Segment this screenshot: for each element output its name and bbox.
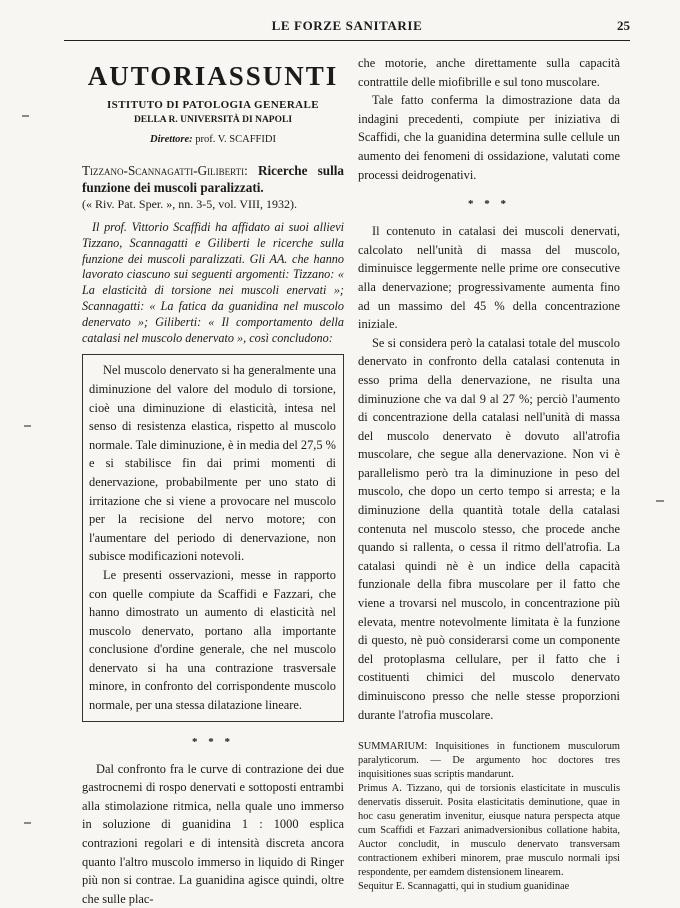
article-heading — [82, 163, 344, 196]
summarium-intro: SUMMARIUM: Inquisitiones in functionem musculorum paralyticorum. — De argumento hoc doctores tres inquisitiones suas scriptis mandarunt. — [358, 741, 620, 781]
body-paragraph-guanidina: Dal confronto fra le curve di contrazione dei due gastrocnemi di rospo denervati e sottoposti entrambi alla stimolazione ritmica, nella quale uno immerso in soluzione di guanidina 1 : 1000 esplica contrazioni regolari e di intensità discreta ancora quanto l'altro muscolo immerso in liquido di Ringer più non si contrae. La guanidina agisce quindi, oltre che sulle plac- — [82, 761, 344, 906]
body-paragraph-continued: che motorie, anche direttamente sulla capacità contrattile delle miofibrille e sul tono muscolare. — [358, 56, 620, 89]
summarium-scannagatti: Sequitur E. Scannagatti, qui in studium guanidinae — [358, 881, 570, 893]
left-column — [82, 54, 344, 908]
section-separator: * * * — [192, 735, 234, 748]
institute-name: ISTITUTO DI PATOLOGIA GENERALE — [107, 99, 319, 111]
running-title: LE FORZE SANITARIE — [271, 18, 423, 33]
header-rule — [64, 40, 630, 41]
article-title: Ricerche sulla funzione dei muscoli paralizzati. — [82, 163, 345, 195]
intro-paragraph: Il prof. Vittorio Scaffidi ha affidato ai suoi allievi Tizzano, Scannagatti e Giliberti le ricerche sulla funzione dei muscoli paralizzati. Gli AA. che hanno lavorato ciascuno sui seguenti argomenti: Tizzano: « La elasticità di torsione nei muscoli enervati »; Scannagatti: « La fatica da guanidina nel muscolo denervato »; Giliberti: « Il comportamento della catalasi nel muscolo denervato », così concludono: — [82, 220, 344, 345]
masthead: AUTORIASSUNTI — [87, 61, 339, 91]
body-paragraph-conferma: Tale fatto conferma la dimostrazione data da indagini precedenti, compiute per iniziativa di Scaffidi, che la guanidina determina sulle cellule un aumento dei fenomeni di ossidazione, valutati come processi deidrogenativi. — [358, 93, 620, 182]
page-number: 25 — [617, 18, 630, 33]
box-paragraph-1: Nel muscolo denervato si ha generalmente una diminuzione del valore del modulo di torsione, cioè una diminuzione di elasticità, intesa nel senso di resistenza elastica, rispetto al muscolo normale. Tale diminuzione, è in media del 27,5 % e si stabilisce fin dai primi momenti di denervazione, probabilmente per uno stato di irritazione che si viene a provocare nel muscolo per la recisione del nervo motore; con l'aumentare del periodo di denervazione, non subisce modificazioni notevoli. — [89, 363, 336, 564]
body-paragraph-catalasi: Il contenuto in catalasi dei muscoli denervati, calcolato nell'unità di massa del muscolo, diminuisce leggermente nelle prime ore consecutive alla denervazione; progressivamente aumenta fino ad un massimo del 45 % della concentrazione iniziale. — [358, 224, 620, 332]
margin-mark — [22, 115, 29, 117]
university-name: DELLA R. UNIVERSITÀ DI NAPOLI — [133, 115, 293, 125]
director-label: Direttore: — [150, 134, 193, 145]
director-line — [82, 134, 344, 145]
conclusion-box — [82, 354, 344, 721]
section-separator: * * * — [468, 198, 510, 211]
body-paragraph-catalasi-totale: Se si considera però la catalasi totale del muscolo denervato in confronto della catalasi contenuta in esso prima della denervazione, ne risulta una diminuzione che va dal 9 al 27 %; perciò l'aumento di concentrazione della catalasi nell'unità di massa del muscolo denervato è dovuto all'atrofia muscolare, che segue alla denervazione. Non vi è parallelismo però tra la diminuzione in peso del muscolo, che dopo un certo tempo si arresta; e la diminuzione della quantità totale della catalasi contenuta nel muscolo stesso, che procede anche quando si rallenta, o cessa il ritmo dell'atrofia. La catalasi quindi nè è un indice della capacità funzionale della fibra muscolare per il fatto che viene a trovarsi nel muscolo, in concentrazione più elevata, mentre notevolmente limitata è la funzione di questo, nè può considerarsi come un componente del protoplasma cellulare, per il fatto che i costituenti chimici del muscolo denervato diminuiscono presso che nelle stesse proporzioni durante l'atrofia muscolare. — [358, 335, 620, 722]
margin-mark — [656, 500, 664, 502]
box-paragraph-2: Le presenti osservazioni, messe in rapporto con quelle compiute da Scaffidi e Fazzari, che hanno dimostrato un aumento di elasticità nel muscolo denervato, portano alla importante conclusione d'ordine generale, che nel muscolo denervato si ha una contrazione trasversale minore, in confronto del corrispondente muscolo normale, per una stessa dilatazione lineare. — [89, 567, 336, 713]
margin-mark — [24, 822, 31, 824]
running-header — [64, 18, 630, 38]
margin-mark — [24, 425, 31, 427]
summarium-tizzano: Primus A. Tizzano, qui de torsionis elasticitate in musculis denervatis disseruit. Posita elasticitatis deminutione, quae in hoc casu generatim invenitur, eiusque natura perspecta atque cum Scaffidi et Fazzari animadversionibus collatione habita, Auctor concludit, in musculo denervato transversam contractionem exhiberi minorem, prae musculo normali ipsi respondente, per eamdem distensionem linearem. — [358, 783, 620, 879]
director-name: prof. V. SCAFFIDI — [195, 134, 276, 145]
right-column — [358, 54, 620, 894]
article-reference: (« Riv. Pat. Sper. », nn. 3-5, vol. VIII, 1932). — [82, 197, 297, 211]
article-authors: Tizzano-Scannagatti-Giliberti: — [82, 163, 248, 178]
